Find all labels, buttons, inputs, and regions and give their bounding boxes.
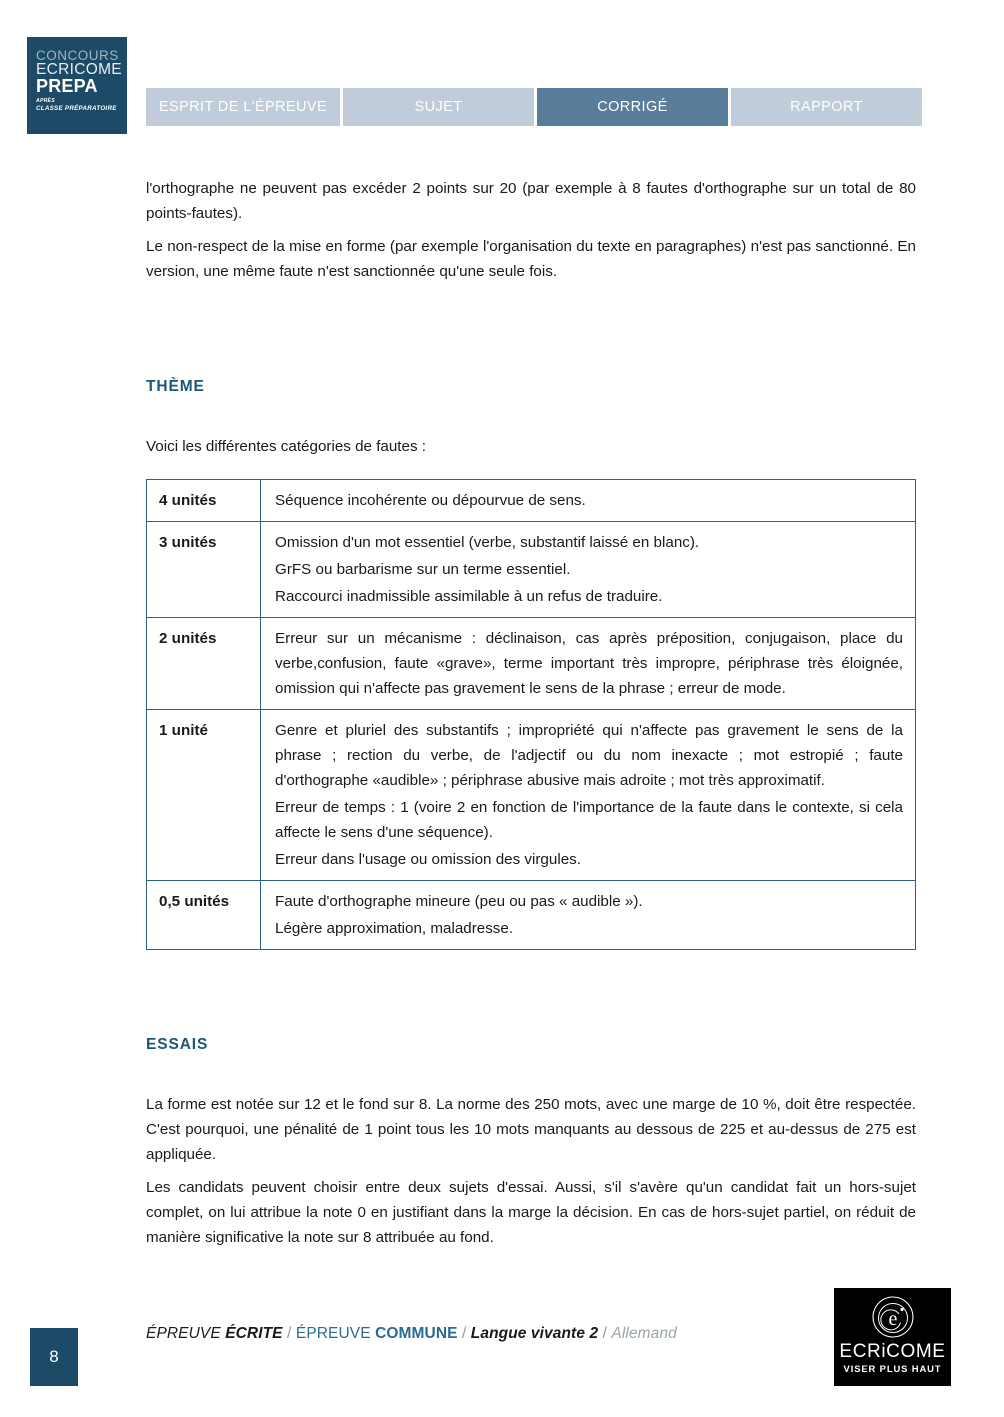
table-row [147, 480, 916, 522]
intro-paragraph-1: l'orthographe ne peuvent pas excéder 2 points sur 20 (par exemple à 8 fautes d'orthographe sur un total de 80 points-fautes). [146, 180, 916, 222]
table-row [147, 881, 916, 950]
description-item: Genre et pluriel des substantifs ; impropriété qui n'affecte pas gravement le sens de la phrase ; rection du verbe, de l'adjectif ou du nom inexacte ; mot estropié ; faute d'orthographe «audible» ; périphrase abusive mais adroite ; mot très approximatif. [275, 722, 903, 789]
breadcrumb-epreuve-label: ÉPREUVE [146, 1325, 226, 1342]
breadcrumb-ecrite: ÉCRITE [225, 1325, 283, 1342]
spacer [146, 1054, 916, 1092]
page-header [0, 0, 1004, 150]
tab-sujet[interactable]: SUJET [343, 88, 534, 126]
tab-rapport[interactable]: RAPPORT [731, 88, 922, 126]
ecricome-emblem-icon [870, 1294, 916, 1340]
svg-text:e: e [888, 1308, 897, 1330]
theme-heading: THÈME [146, 378, 205, 395]
essais-paragraph-1: La forme est notée sur 12 et le fond sur 8. La norme des 250 mots, avec une marge de 10 %, doit être respectée. C'est pourquoi, une pénalité de 1 point tous les 10 mots manquants au dessous de 225 et au-dessus de 275 est appliquée. [146, 1096, 916, 1163]
logo-line-prepa: PREPA [36, 76, 98, 96]
breadcrumb-separator: / [598, 1325, 612, 1342]
tab-esprit-de-lepreuve[interactable]: ESPRIT DE L'ÉPREUVE [146, 88, 340, 126]
intro-paragraph-2: Le non-respect de la mise en forme (par exemple l'organisation du texte en paragraphes) n'est pas sanctionné. En version, une même faute n'est sanctionnée qu'une seule fois. [146, 238, 916, 280]
ecricome-footer-logo [834, 1288, 951, 1386]
breadcrumb-commune: COMMUNE [375, 1325, 458, 1342]
breadcrumb-allemand: Allemand [611, 1325, 677, 1342]
tab-corrige[interactable]: CORRIGÉ [537, 88, 728, 126]
breadcrumb-langue-vivante: Langue vivante 2 [470, 1325, 599, 1342]
concours-ecricome-prepa-logo [27, 37, 127, 134]
table-row [147, 522, 916, 618]
description-cell [261, 618, 916, 710]
breadcrumb-separator: / [457, 1325, 471, 1342]
spacer [146, 950, 916, 1036]
essais-heading: ESSAIS [146, 1036, 209, 1053]
description-item: GrFS ou barbarisme sur un terme essentiel. [275, 561, 571, 578]
breadcrumb [146, 1325, 677, 1343]
categories-de-fautes-table [146, 479, 916, 950]
description-item: Légère approximation, maladresse. [275, 920, 514, 937]
theme-intro-text: Voici les différentes catégories de fautes : [146, 438, 427, 455]
logo-line-classe-preparatoire: CLASSE PRÉPARATOIRE [36, 104, 117, 112]
description-item: Erreur de temps : 1 (voire 2 en fonction de l'importance de la faute dans le contexte, si cela affecte le sens d'une séquence). [275, 799, 903, 841]
unit-label: 3 unités [147, 522, 261, 618]
description-item: Erreur sur un mécanisme : déclinaison, cas après préposition, conjugaison, place du verbe,confusion, faute «grave», terme important très impropre, périphrase très éloignée, omission qui n'affecte pas gravement le sens de la phrase ; erreur de mode. [275, 630, 903, 697]
description-item: Raccourci inadmissible assimilable à un refus de traduire. [275, 588, 663, 605]
table-row [147, 710, 916, 881]
unit-label: 4 unités [147, 480, 261, 522]
breadcrumb-separator: / [282, 1325, 296, 1342]
logo-line-ecricome: ECRICOME [36, 61, 122, 78]
description-cell [261, 710, 916, 881]
ecricome-logo-tagline: VISER PLUS HAUT [843, 1363, 942, 1374]
section-tabs [146, 88, 922, 126]
description-cell [261, 480, 916, 522]
logo-line-apres: APRÈS [36, 98, 55, 104]
unit-label: 0,5 unités [147, 881, 261, 950]
description-item: Séquence incohérente ou dépourvue de sens. [275, 492, 586, 509]
description-item: Omission d'un mot essentiel (verbe, substantif laissé en blanc). [275, 534, 700, 551]
spacer [146, 396, 916, 434]
table-row [147, 618, 916, 710]
unit-label: 2 unités [147, 618, 261, 710]
page-content [146, 176, 916, 1250]
description-item: Erreur dans l'usage ou omission des virgules. [275, 851, 581, 868]
essais-paragraph-2: Les candidats peuvent choisir entre deux sujets d'essai. Aussi, s'il s'avère qu'un candidat fait un hors-sujet complet, on lui attribue la note 0 en justifiant dans la marge la décision. En cas de hors-sujet partiel, on réduit de manière significative la note sur 8 attribuée au fond. [146, 1179, 916, 1246]
breadcrumb-epreuve-label-2: ÉPREUVE [295, 1325, 376, 1342]
description-cell [261, 522, 916, 618]
description-cell [261, 881, 916, 950]
description-item: Faute d'orthographe mineure (peu ou pas « audible »). [275, 893, 643, 910]
ecricome-logo-name: ECRiCOME [839, 1341, 946, 1362]
logo-line-concours: CONCOURS [36, 48, 119, 63]
spacer [146, 292, 916, 378]
unit-label: 1 unité [147, 710, 261, 881]
page-number: 8 [30, 1328, 78, 1386]
